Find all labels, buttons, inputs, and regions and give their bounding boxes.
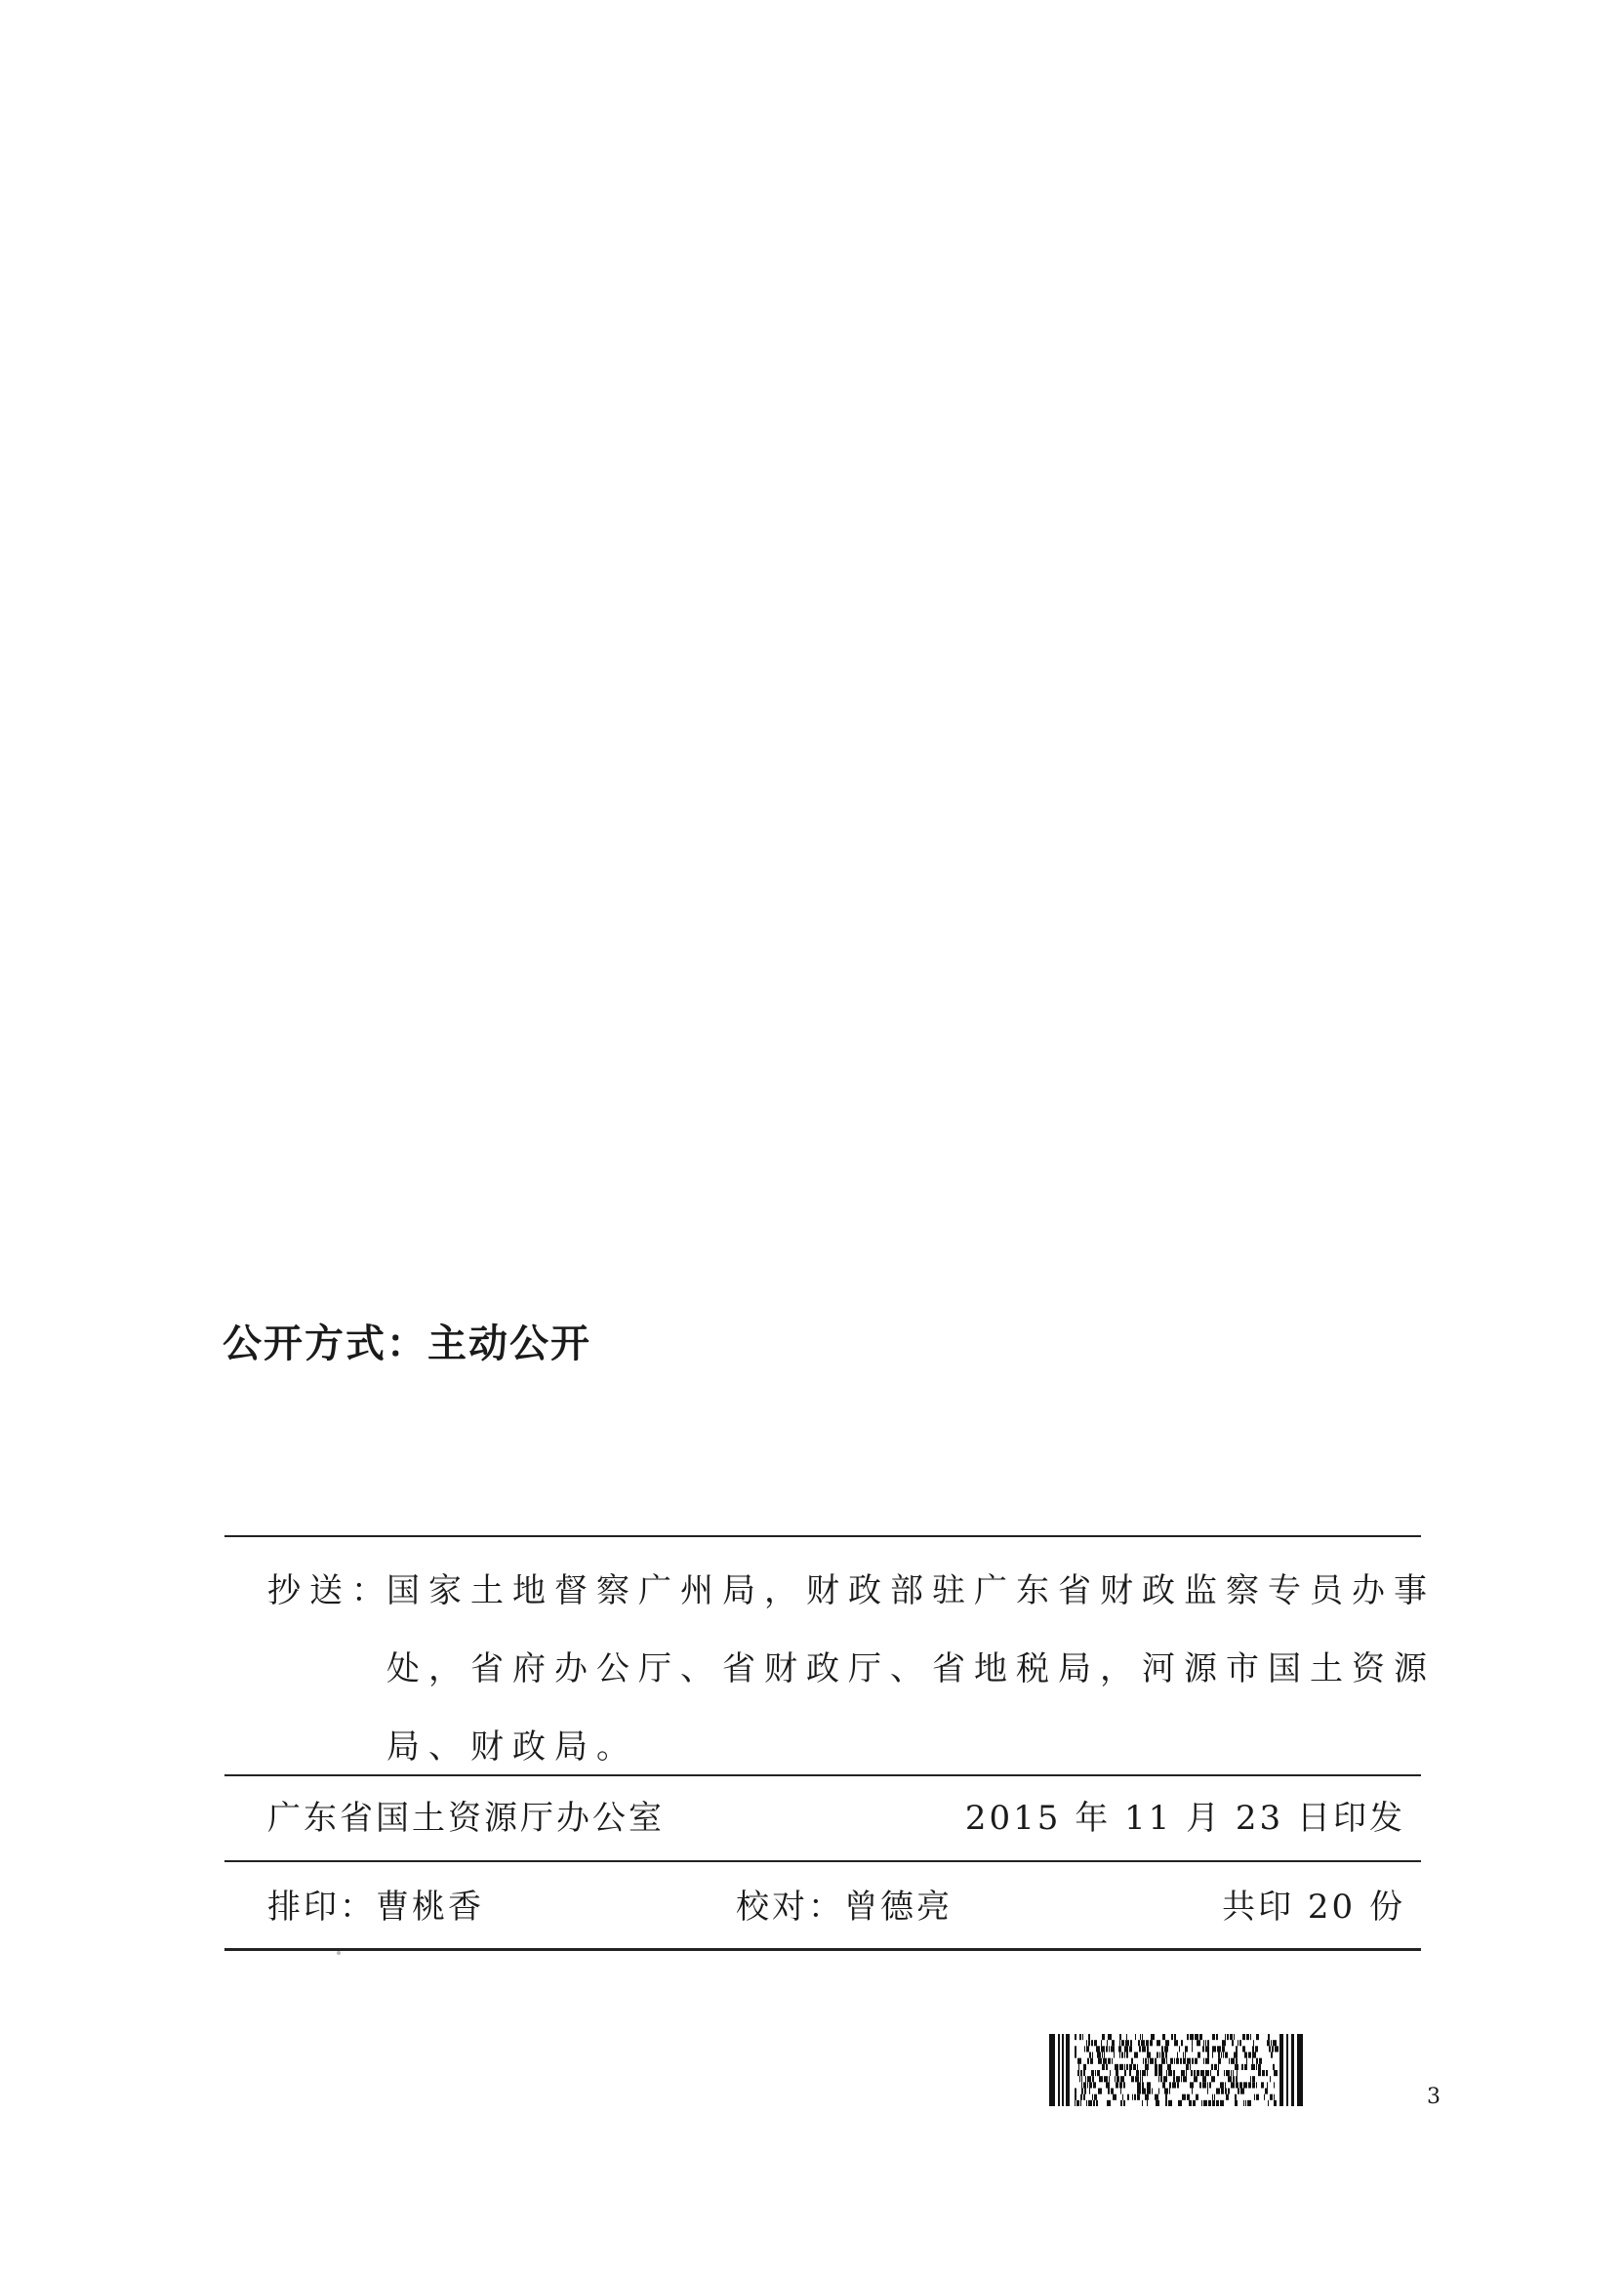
copy-count: 共印 20 份 (1222, 1888, 1405, 1927)
issue-date: 2015 年 11 月 23 日印发 (964, 1799, 1405, 1838)
typesetter: 排印：曹桃香 (267, 1888, 484, 1927)
issuing-office: 广东省国土资源厅办公室 (267, 1799, 665, 1838)
divider-issuer-bottom (224, 1860, 1421, 1862)
disclosure-method: 公开方式：主动公开 (223, 1321, 591, 1366)
cc-first-line (267, 1552, 1436, 1630)
cc-recipients (267, 1552, 1436, 1786)
cc-line-1: 国家土地督察广州局，财政部驻广东省财政监察专员办事 (386, 1571, 1436, 1610)
page-number: 3 (1427, 2085, 1441, 2109)
cc-line-2: 处，省府办公厅、省财政厅、省地税局，河源市国土资源 (386, 1649, 1436, 1688)
divider-bottom (224, 1948, 1421, 1951)
cc-line-3: 局、财政局。 (386, 1727, 638, 1767)
issuer-row (267, 1791, 1405, 1839)
divider-top (224, 1535, 1421, 1537)
divider-cc-bottom (224, 1774, 1421, 1776)
barcode-icon (1049, 2034, 1303, 2106)
proofreader: 校对：曾德亮 (736, 1888, 953, 1927)
scan-speck (337, 1951, 341, 1955)
cc-label: 抄送： (267, 1571, 393, 1610)
